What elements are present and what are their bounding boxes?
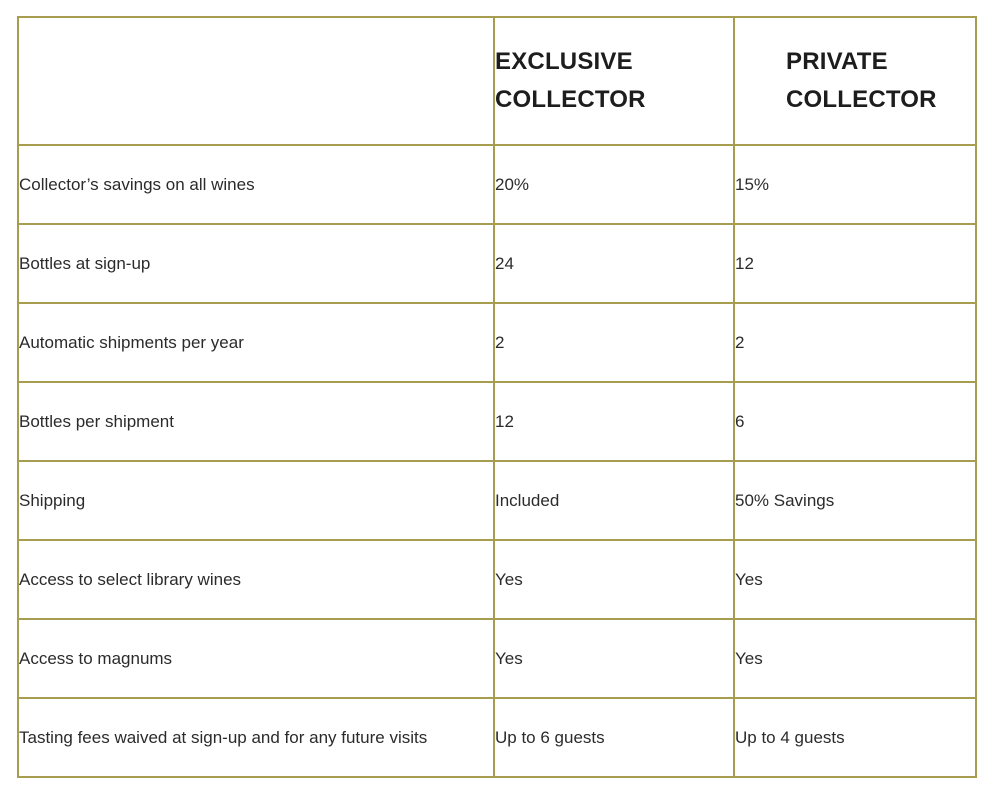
private-value: 6 — [734, 382, 976, 461]
header-empty-cell — [18, 17, 494, 145]
private-value: Yes — [734, 540, 976, 619]
private-value: 50% Savings — [734, 461, 976, 540]
private-value: Up to 4 guests — [734, 698, 976, 777]
table-row — [18, 461, 976, 540]
row-label: Automatic shipments per year — [18, 303, 494, 382]
exclusive-value: 24 — [494, 224, 734, 303]
exclusive-value: Up to 6 guests — [494, 698, 734, 777]
table-row — [18, 303, 976, 382]
header-exclusive-collector: EXCLUSIVE COLLECTOR — [494, 17, 734, 145]
exclusive-value: Yes — [494, 619, 734, 698]
table-header-row — [18, 17, 976, 145]
private-value: 12 — [734, 224, 976, 303]
table-row — [18, 619, 976, 698]
exclusive-value: 20% — [494, 145, 734, 224]
membership-comparison-table — [17, 16, 977, 778]
exclusive-value: Included — [494, 461, 734, 540]
private-value: 15% — [734, 145, 976, 224]
table-row — [18, 540, 976, 619]
table-row — [18, 382, 976, 461]
exclusive-value: 2 — [494, 303, 734, 382]
table-row — [18, 145, 976, 224]
row-label: Bottles at sign-up — [18, 224, 494, 303]
row-label: Shipping — [18, 461, 494, 540]
row-label: Collector’s savings on all wines — [18, 145, 494, 224]
private-value: 2 — [734, 303, 976, 382]
private-value: Yes — [734, 619, 976, 698]
table-row — [18, 224, 976, 303]
header-private-collector: PRIVATE COLLECTOR — [734, 17, 976, 145]
row-label: Bottles per shipment — [18, 382, 494, 461]
exclusive-value: 12 — [494, 382, 734, 461]
table-row — [18, 698, 976, 777]
row-label: Access to magnums — [18, 619, 494, 698]
exclusive-value: Yes — [494, 540, 734, 619]
row-label: Access to select library wines — [18, 540, 494, 619]
row-label: Tasting fees waived at sign-up and for any future visits — [18, 698, 494, 777]
